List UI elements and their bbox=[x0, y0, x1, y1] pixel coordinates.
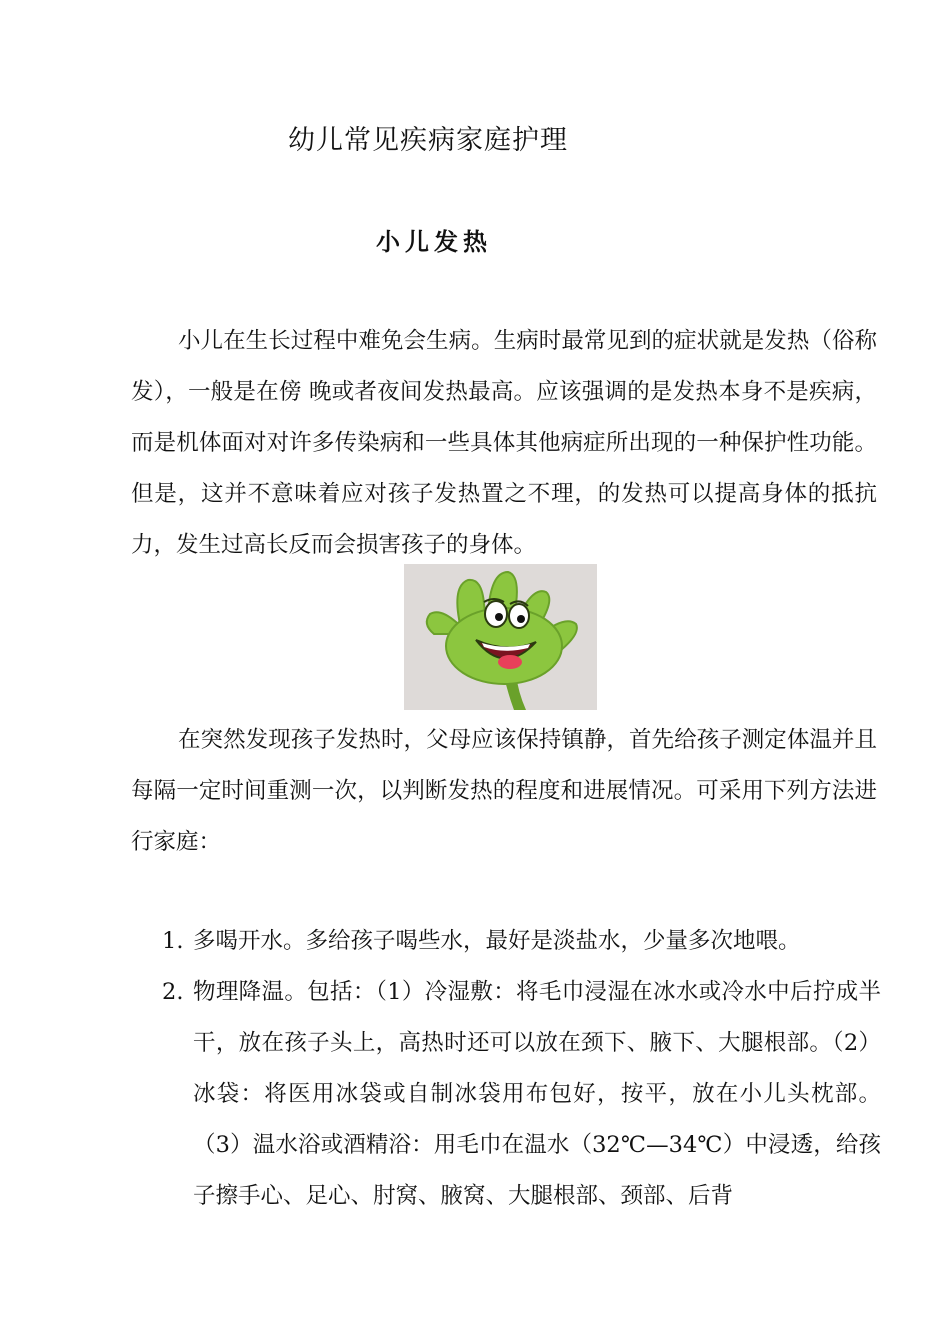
list-item bbox=[131, 967, 881, 1222]
section-heading: 小儿发热 bbox=[376, 227, 492, 256]
list-item-text: 多喝开水。多给孩子喝些水，最好是淡盐水，少量多次地喂。 bbox=[193, 928, 801, 954]
list-item-number: 1. bbox=[162, 928, 184, 954]
green-hand-plush-toy-icon bbox=[404, 564, 597, 710]
document-title: 幼儿常见疾病家庭护理 bbox=[288, 125, 568, 156]
plush-hand-photo bbox=[404, 564, 597, 710]
list-item-text: 物理降温。包括：（1）冷湿敷：将毛巾浸湿在冰水或冷水中后拧成半干，放在孩子头上，高热时还可以放在颈下、腋下、大腿根部。（2）冰袋：将医用冰袋或自制冰袋用布包好，按平，放在小儿头枕部。（3）温水浴或酒精浴：用毛巾在温水（32℃—34℃）中浸透，给孩子擦手心、足心、肘窝、腋窝、大腿根部、颈部、后背 bbox=[193, 979, 881, 1209]
list-item-number: 2. bbox=[162, 979, 184, 1005]
care-method-list bbox=[131, 916, 881, 1222]
instruction-paragraph: 在突然发现孩子发热时，父母应该保持镇静，首先给孩子测定体温并且每隔一定时间重测一次，以判断发热的程度和进展情况。可采用下列方法进行家庭： bbox=[131, 727, 877, 855]
intro-paragraph: 小儿在生长过程中难免会生病。生病时最常见到的症状就是发热（俗称发），一般是在傍 晚或者夜间发热最高。应该强调的是发热本身不是疾病，而是机体面对对许多传染病和一些具体其他病症所出现的一种保护性功能。但是，这并不意味着应对孩子发热置之不理，的发热可以提高身体的抵抗力，发生过高长反而会损害孩子的身体。 bbox=[131, 328, 877, 558]
list-item bbox=[131, 916, 881, 967]
